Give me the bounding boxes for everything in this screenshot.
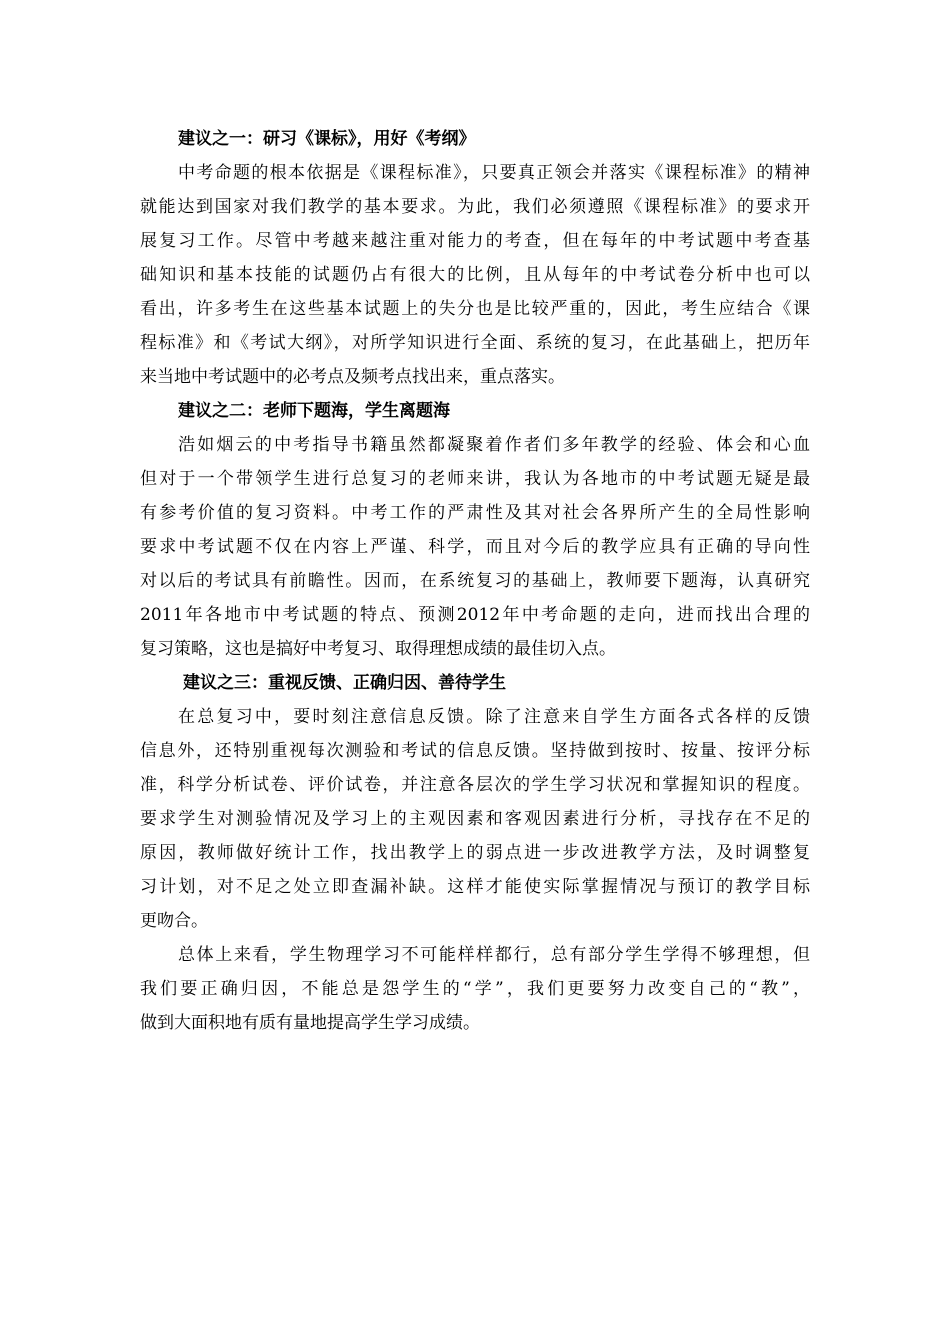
text-line: 要求中考试题不仅在内容上严谨、科学，而且对今后的教学应具有正确的导向性: [140, 537, 810, 557]
section-3-heading: 建议之三：重视反馈、正确归因、善待学生: [183, 673, 506, 693]
text-line: 来当地中考试题中的必考点及频考点找出来，重点落实。: [140, 367, 565, 387]
text-line: 要求学生对测验情况及学习上的主观因素和客观因素进行分析，寻找存在不足的: [140, 809, 810, 829]
section-1-heading: 建议之一：研习《课标》，用好《考纲》: [178, 129, 476, 149]
section-3: [140, 666, 810, 1040]
section-1: [140, 122, 810, 394]
text-line: 程标准》和《考试大纲》，对所学知识进行全面、系统的复习，在此基础上，把历年: [140, 333, 810, 353]
text-line: 更吻合。: [140, 911, 208, 931]
text-line: 就能达到国家对我们教学的基本要求。为此，我们必须遵照《课程标准》的要求开: [140, 197, 810, 217]
section-3-paragraph-1: [140, 700, 810, 938]
text-line: 浩如烟云的中考指导书籍虽然都凝聚着作者们多年教学的经验、体会和心血: [178, 435, 810, 455]
section-2-paragraph-1: [140, 428, 810, 666]
text-line: 在总复习中，要时刻注意信息反馈。除了注意来自学生方面各式各样的反馈: [178, 707, 810, 727]
text-line: 有参考价值的复习资料。中考工作的严肃性及其对社会各界所产生的全局性影响: [140, 503, 810, 523]
text-line: 中考命题的根本依据是《课程标准》，只要真正领会并落实《课程标准》的精神: [178, 163, 810, 183]
text-line: 我们要正确归因，不能总是怨学生的“学”，我们更要努力改变自己的“教”，: [140, 979, 810, 999]
text-line: 原因，教师做好统计工作，找出教学上的弱点进一步改进教学方法，及时调整复: [140, 843, 810, 863]
section-2: [140, 394, 810, 666]
document-body: [140, 122, 810, 1040]
text-line: 习计划，对不足之处立即查漏补缺。这样才能使实际掌握情况与预订的教学目标: [140, 877, 810, 897]
section-2-heading: 建议之二：老师下题海，学生离题海: [178, 401, 450, 421]
text-line: 看出，许多考生在这些基本试题上的失分也是比较严重的，因此，考生应结合《课: [140, 299, 810, 319]
section-3-paragraph-2: [140, 938, 810, 1040]
text-line: 复习策略，这也是搞好中考复习、取得理想成绩的最佳切入点。: [140, 639, 616, 659]
text-line: 总体上来看，学生物理学习不可能样样都行，总有部分学生学得不够理想，但: [178, 945, 810, 965]
text-line: 但对于一个带领学生进行总复习的老师来讲，我认为各地市的中考试题无疑是最: [140, 469, 810, 489]
section-1-paragraph-1: [140, 156, 810, 394]
text-line: 对以后的考试具有前瞻性。因而，在系统复习的基础上，教师要下题海，认真研究: [140, 571, 810, 591]
text-line: 信息外，还特别重视每次测验和考试的信息反馈。坚持做到按时、按量、按评分标: [140, 741, 810, 761]
text-line: 2011年各地市中考试题的特点、预测2012年中考命题的走向，进而找出合理的: [140, 605, 810, 625]
text-line: 展复习工作。尽管中考越来越注重对能力的考查，但在每年的中考试题中考查基: [140, 231, 810, 251]
text-line: 做到大面积地有质有量地提高学生学习成绩。: [140, 1013, 480, 1033]
text-line: 础知识和基本技能的试题仍占有很大的比例，且从每年的中考试卷分析中也可以: [140, 265, 810, 285]
text-line: 准，科学分析试卷、评价试卷，并注意各层次的学生学习状况和掌握知识的程度。: [140, 775, 810, 795]
